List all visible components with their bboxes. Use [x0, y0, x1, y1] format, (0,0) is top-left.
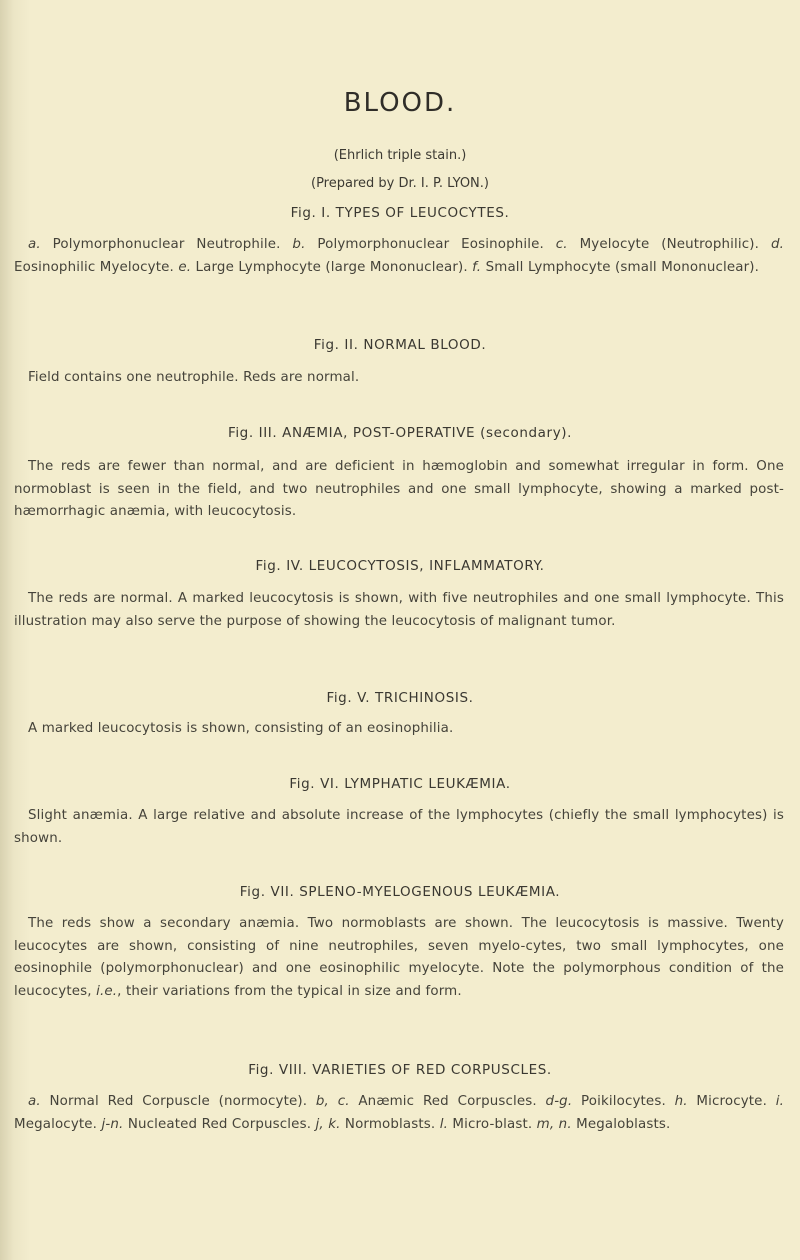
- caption-text: The reds show a secondary anæmia. Two normoblasts are shown. The leucocytosis is massive. Twenty leucocytes are shown, consisting of nine neutrophiles, seven myelo-cytes, two small lymphocytes, one eosinophile (polymorphonuclear) and one eosinophilic myelocyte. Note the polymorphous condition of the leucocytes,: [14, 916, 784, 999]
- fig-1-heading: Fig. I. TYPES OF LEUCOCYTES.: [290, 205, 510, 221]
- caption-text: , their variations from the typical in size and form.: [117, 983, 462, 999]
- caption-label: i.: [775, 1094, 785, 1109]
- fig-7-caption: [14, 913, 784, 1003]
- caption-text: A marked leucocytosis is shown, consisting of an eosinophilia.: [28, 721, 454, 736]
- caption-label: l.: [439, 1116, 449, 1132]
- caption-label: f.: [472, 259, 482, 275]
- fig-4-caption: [14, 588, 784, 633]
- caption-label: c.: [555, 237, 568, 252]
- caption-label: d.: [770, 237, 785, 252]
- caption-text: Megaloblasts.: [571, 1116, 671, 1132]
- fig-8-heading: Fig. VIII. VARIETIES OF RED CORPUSCLES.: [248, 1062, 552, 1078]
- caption-text: Slight anæmia. A large relative and absolute increase of the lymphocytes (chiefly the small lymphocytes) is shown.: [14, 808, 784, 846]
- caption-text: Myelocyte (Neutrophilic).: [567, 237, 771, 252]
- caption-text: Normoblasts.: [340, 1116, 440, 1132]
- fig-3-caption: [14, 456, 784, 524]
- caption-text: Anæmic Red Corpuscles.: [349, 1094, 546, 1109]
- caption-label: h.: [674, 1094, 688, 1109]
- fig-6-heading: Fig. VI. LYMPHATIC LEUKÆMIA.: [289, 776, 511, 792]
- fig-5-caption: [14, 718, 784, 741]
- stain-note: (Ehrlich triple stain.): [333, 148, 467, 163]
- caption-label: b.: [292, 237, 306, 252]
- caption-text: The reds are normal. A marked leucocytosis is shown, with five neutrophiles and one small lymphocyte. This illustration may also serve the purpose of showing the leucocytosis of malignant tumor.: [14, 591, 784, 629]
- caption-label: e.: [178, 259, 192, 275]
- caption-label: d-g.: [545, 1094, 573, 1109]
- fig-4-heading: Fig. IV. LEUCOCYTOSIS, INFLAMMATORY.: [255, 558, 545, 574]
- caption-text: Micro-blast.: [448, 1116, 537, 1132]
- caption-label: m, n.: [536, 1116, 572, 1132]
- caption-label: a.: [28, 1094, 41, 1109]
- caption-text: Microcyte.: [687, 1094, 776, 1109]
- fig-2-caption: [14, 367, 784, 390]
- caption-label: i.e.: [96, 983, 118, 999]
- caption-text: Polymorphonuclear Eosinophile.: [305, 237, 556, 252]
- caption-text: Polymorphonuclear Neutrophile.: [40, 237, 293, 252]
- caption-label: j, k.: [315, 1116, 341, 1132]
- caption-text: Megalocyte.: [14, 1116, 102, 1132]
- fig-6-caption: [14, 805, 784, 850]
- caption-label: a.: [28, 237, 41, 252]
- page-title: BLOOD.: [343, 88, 457, 118]
- caption-text: Poikilocytes.: [572, 1094, 675, 1109]
- caption-text: Field contains one neutrophile. Reds are normal.: [28, 370, 360, 385]
- fig-3-heading: Fig. III. ANÆMIA, POST-OPERATIVE (secondary).: [227, 425, 573, 441]
- fig-8-caption: [14, 1091, 784, 1136]
- caption-label: b, c.: [315, 1094, 350, 1109]
- preparer-note: (Prepared by Dr. I. P. LYON.): [311, 176, 489, 191]
- fig-1-caption: [14, 234, 784, 279]
- fig-7-heading: Fig. VII. SPLENO-MYELOGENOUS LEUKÆMIA.: [239, 884, 561, 900]
- caption-text: Nucleated Red Corpuscles.: [123, 1116, 316, 1132]
- caption-text: The reds are fewer than normal, and are deficient in hæmoglobin and somewhat irregular in form. One normoblast is seen in the field, and two neutrophiles and one small lymphocyte, showing a marked post-hæmorrhagic anæmia, with leucocytosis.: [14, 459, 784, 519]
- caption-text: Eosinophilic Myelocyte.: [14, 259, 179, 275]
- caption-label: j-n.: [101, 1116, 124, 1132]
- fig-2-heading: Fig. II. NORMAL BLOOD.: [313, 337, 487, 353]
- caption-text: Small Lymphocyte (small Mononuclear).: [481, 259, 760, 275]
- caption-text: Large Lymphocyte (large Mononuclear).: [191, 259, 473, 275]
- caption-text: Normal Red Corpuscle (normocyte).: [40, 1094, 316, 1109]
- fig-5-heading: Fig. V. TRICHINOSIS.: [326, 690, 474, 706]
